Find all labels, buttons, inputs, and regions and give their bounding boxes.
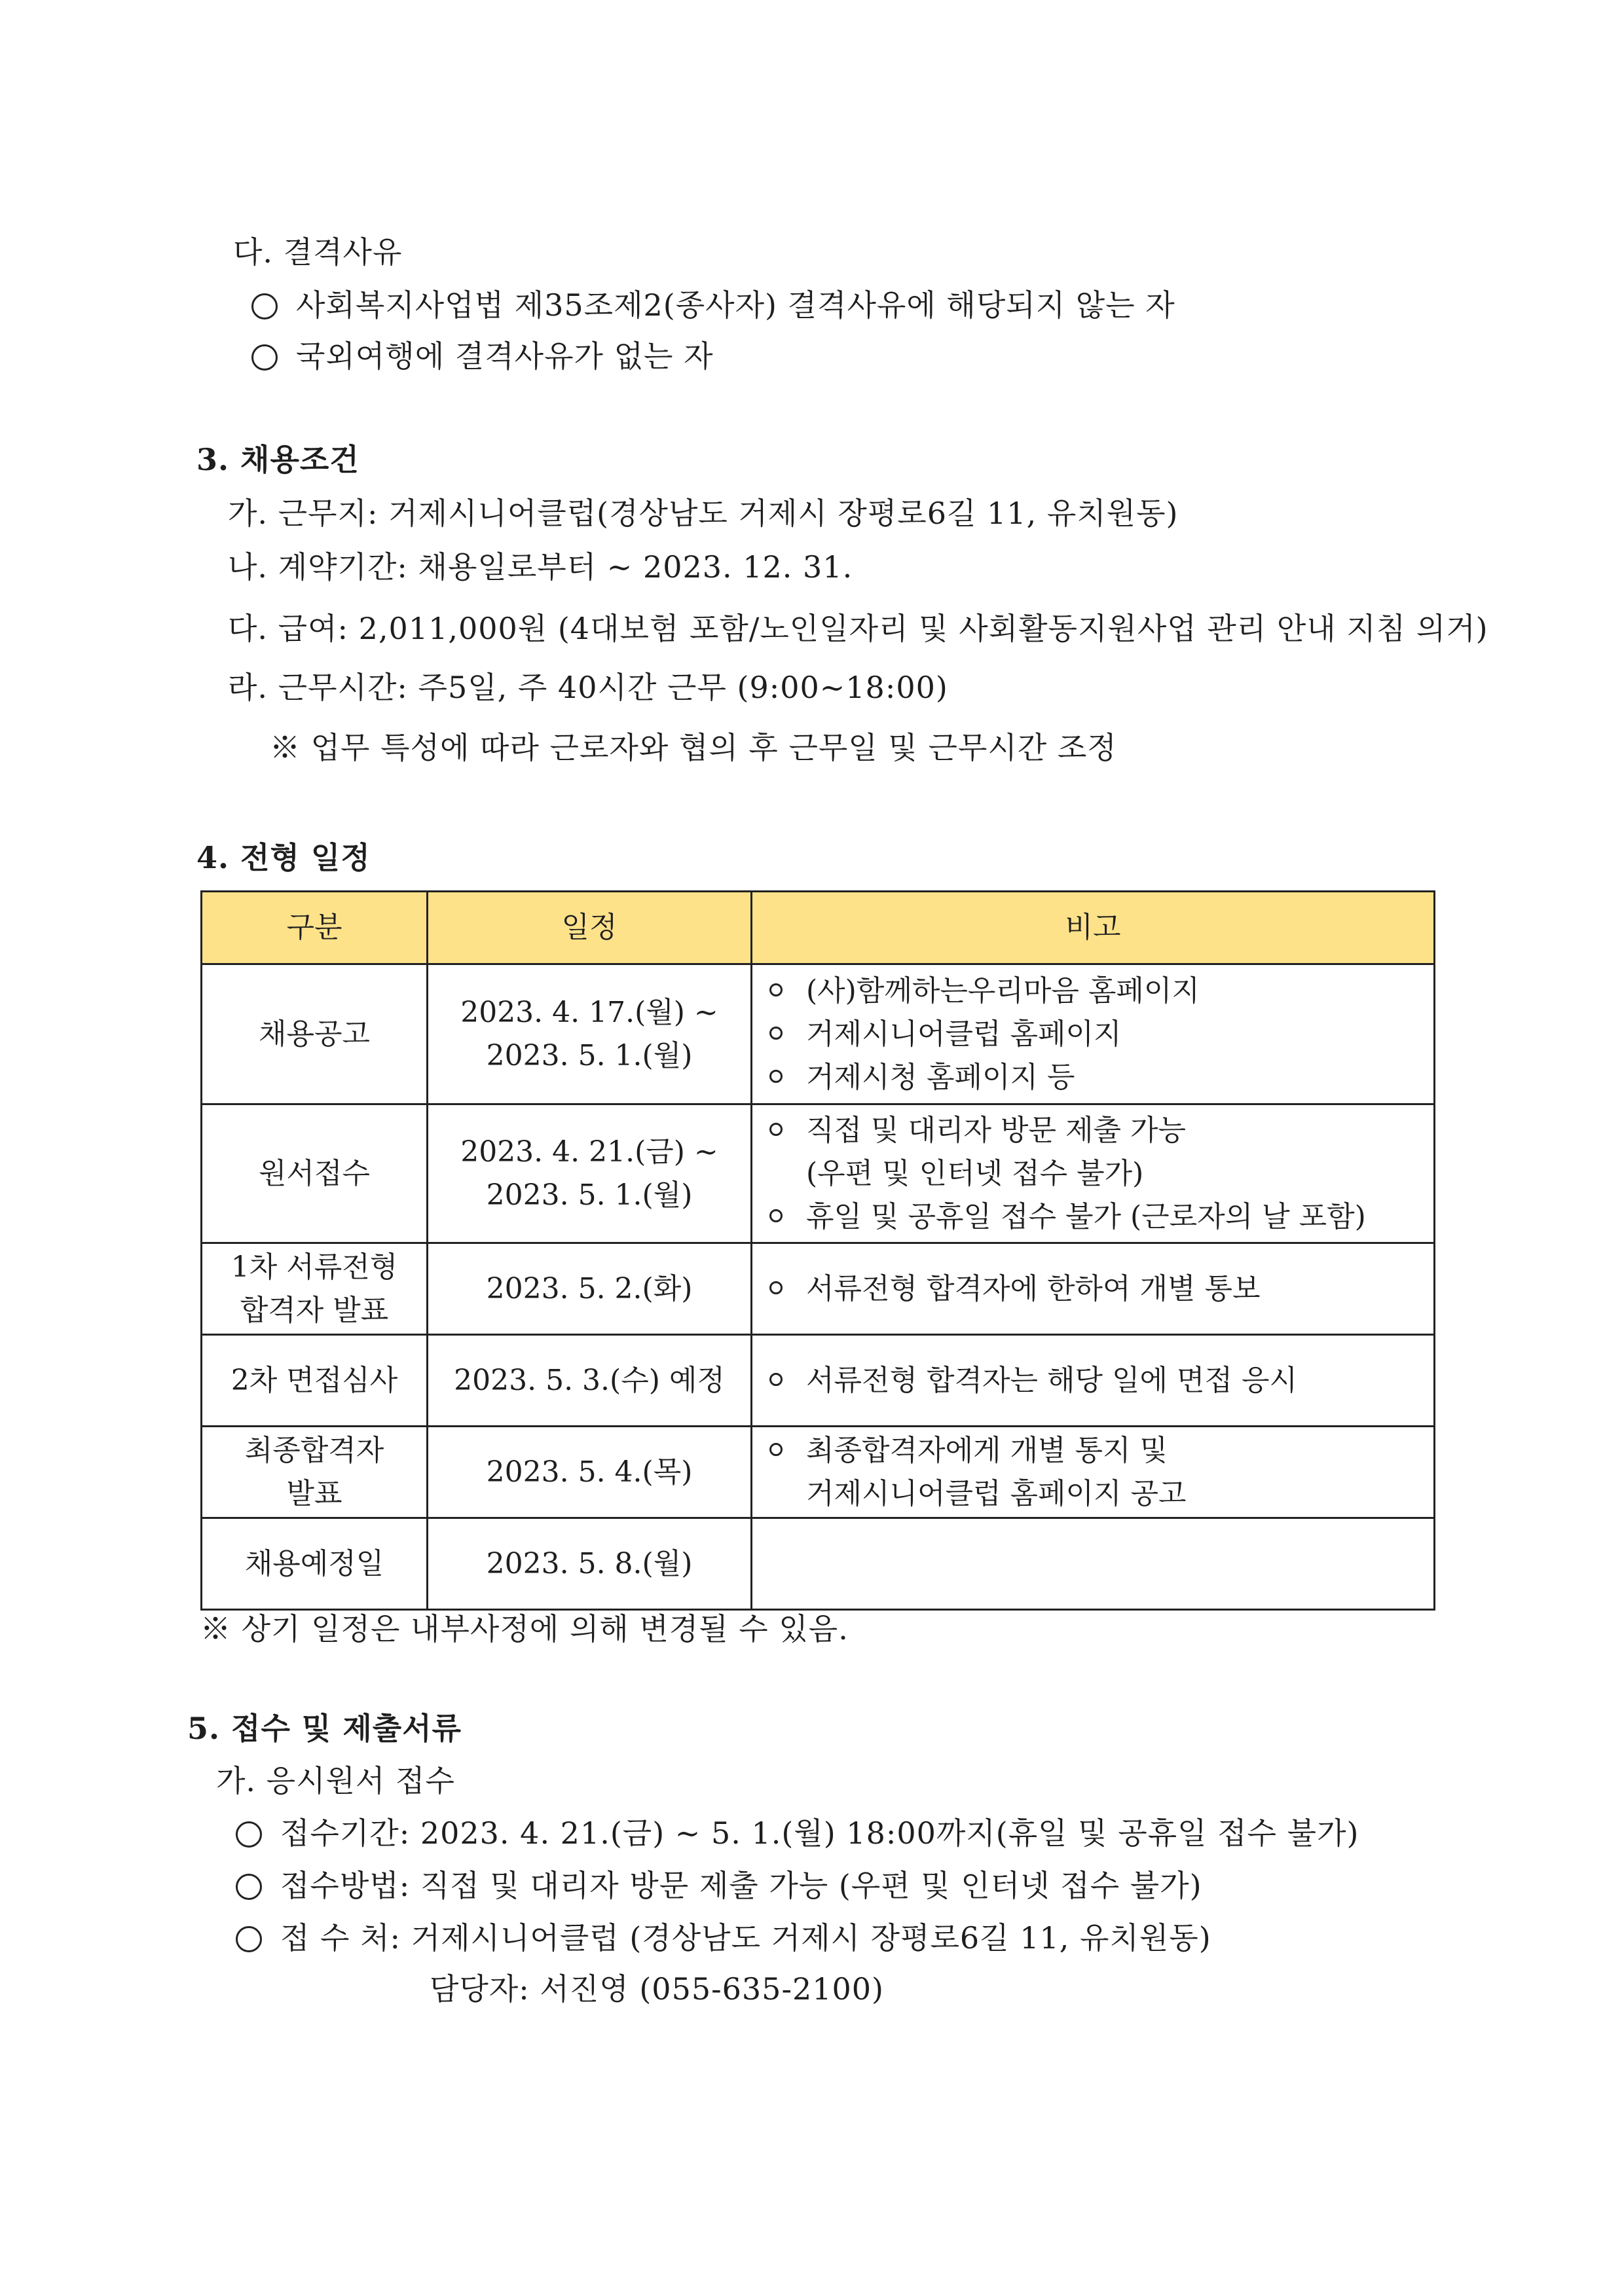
table-row: [202, 1243, 1435, 1335]
section-5-title: 5. 접수 및 제출서류: [187, 1711, 462, 1746]
row-category: 최종합격자 발표: [202, 1427, 428, 1518]
salary: 다. 급여: 2,011,000원 (4대보험 포함/노인일자리 및 사회활동지원사업 관리 안내 지침 의거): [228, 611, 1488, 646]
bullet-icon: [769, 1070, 783, 1083]
receipt-method: 접수방법: 직접 및 대리자 방문 제출 가능 (우편 및 인터넷 접수 불가): [236, 1866, 1202, 1905]
schedule-footnote: ※ 상기 일정은 내부사정에 의해 변경될 수 있음.: [200, 1611, 849, 1647]
row-remarks: [752, 1518, 1435, 1610]
bullet-icon: [769, 1123, 783, 1136]
circle-bullet-icon: [236, 1874, 262, 1900]
row-category: 원서접수: [202, 1104, 428, 1243]
work-location: 가. 근무지: 거제시니어클럽(경상남도 거제시 장평로6길 11, 유치원동): [228, 496, 1179, 531]
bullet-icon: [769, 1281, 783, 1294]
application-receipt: 가. 응시원서 접수: [216, 1763, 455, 1798]
disqualification-item-2: 국외여행에 결격사유가 없는 자: [251, 337, 714, 376]
list-item: 직접 및 대리자 방문 제출 가능: [769, 1109, 1433, 1152]
receipt-location: 접 수 처: 거제시니어클럽 (경상남도 거제시 장평로6길 11, 유치원동): [236, 1918, 1211, 1958]
header-category: 구분: [202, 892, 428, 964]
row-date: 2023. 4. 17.(월) ~ 2023. 5. 1.(월): [428, 964, 752, 1104]
list-item: 거제시청 홈페이지 등: [769, 1056, 1433, 1099]
working-hours: 라. 근무시간: 주5일, 주 40시간 근무 (9:00~18:00): [228, 670, 948, 705]
row-date: 2023. 5. 2.(화): [428, 1243, 752, 1335]
row-date: 2023. 5. 8.(월): [428, 1518, 752, 1610]
receipt-period: 접수기간: 2023. 4. 21.(금) ~ 5. 1.(월) 18:00까지(휴일 및 공휴일 접수 불가): [236, 1813, 1359, 1853]
list-item: 거제시니어클럽 홈페이지: [769, 1013, 1433, 1056]
list-item: 최종합격자에게 개별 통지 및: [769, 1429, 1433, 1472]
row-date: 2023. 5. 4.(목): [428, 1427, 752, 1518]
circle-bullet-icon: [236, 1926, 262, 1952]
bullet-icon: [769, 983, 783, 996]
row-category: 채용공고: [202, 964, 428, 1104]
disqualification-item-1: 사회복지사업법 제35조제2(종사자) 결격사유에 해당되지 않는 자: [251, 285, 1175, 325]
row-date: 2023. 5. 3.(수) 예정: [428, 1335, 752, 1427]
row-remarks: [752, 1243, 1435, 1335]
section-4-title: 4. 전형 일정: [196, 840, 371, 875]
list-item: (우편 및 인터넷 접수 불가): [806, 1156, 1144, 1190]
table-row: [202, 1518, 1435, 1610]
bullet-icon: [769, 1209, 783, 1222]
contract-period: 나. 계약기간: 채용일로부터 ~ 2023. 12. 31.: [228, 549, 853, 585]
header-remarks: 비고: [752, 892, 1435, 964]
row-remarks: [752, 964, 1435, 1104]
circle-bullet-icon: [236, 1821, 262, 1848]
list-item: 서류전형 합격자는 해당 일에 면접 응시: [769, 1359, 1433, 1402]
header-schedule: 일정: [428, 892, 752, 964]
working-hours-note: ※ 업무 특성에 따라 근로자와 협의 후 근무일 및 근무시간 조정: [270, 730, 1117, 765]
row-category: 2차 면접심사: [202, 1335, 428, 1427]
row-category: 채용예정일: [202, 1518, 428, 1610]
row-remarks: [752, 1335, 1435, 1427]
section-3-title: 3. 채용조건: [196, 442, 360, 477]
table-row: [202, 1104, 1435, 1243]
table-header-row: [202, 892, 1435, 964]
circle-bullet-icon: [251, 293, 278, 319]
schedule-table: [200, 890, 1435, 1611]
row-remarks: [752, 1104, 1435, 1243]
row-category: 1차 서류전형 합격자 발표: [202, 1243, 428, 1335]
table-row: [202, 1427, 1435, 1518]
bullet-icon: [769, 1027, 783, 1040]
bullet-icon: [769, 1443, 783, 1456]
row-remarks: [752, 1427, 1435, 1518]
circle-bullet-icon: [251, 344, 278, 371]
contact-person: 담당자: 서진영 (055-635-2100): [430, 1971, 885, 2007]
list-item: 휴일 및 공휴일 접수 불가 (근로자의 날 포함): [769, 1195, 1433, 1239]
list-item: 서류전형 합격자에 한하여 개별 통보: [769, 1267, 1433, 1311]
disqualification-title: 다. 결격사유: [233, 234, 403, 270]
list-item: (사)함께하는우리마음 홈페이지: [769, 970, 1433, 1013]
bullet-icon: [769, 1373, 783, 1386]
table-row: [202, 1335, 1435, 1427]
table-row: [202, 964, 1435, 1104]
row-date: 2023. 4. 21.(금) ~ 2023. 5. 1.(월): [428, 1104, 752, 1243]
list-item: 거제시니어클럽 홈페이지 공고: [806, 1476, 1187, 1510]
